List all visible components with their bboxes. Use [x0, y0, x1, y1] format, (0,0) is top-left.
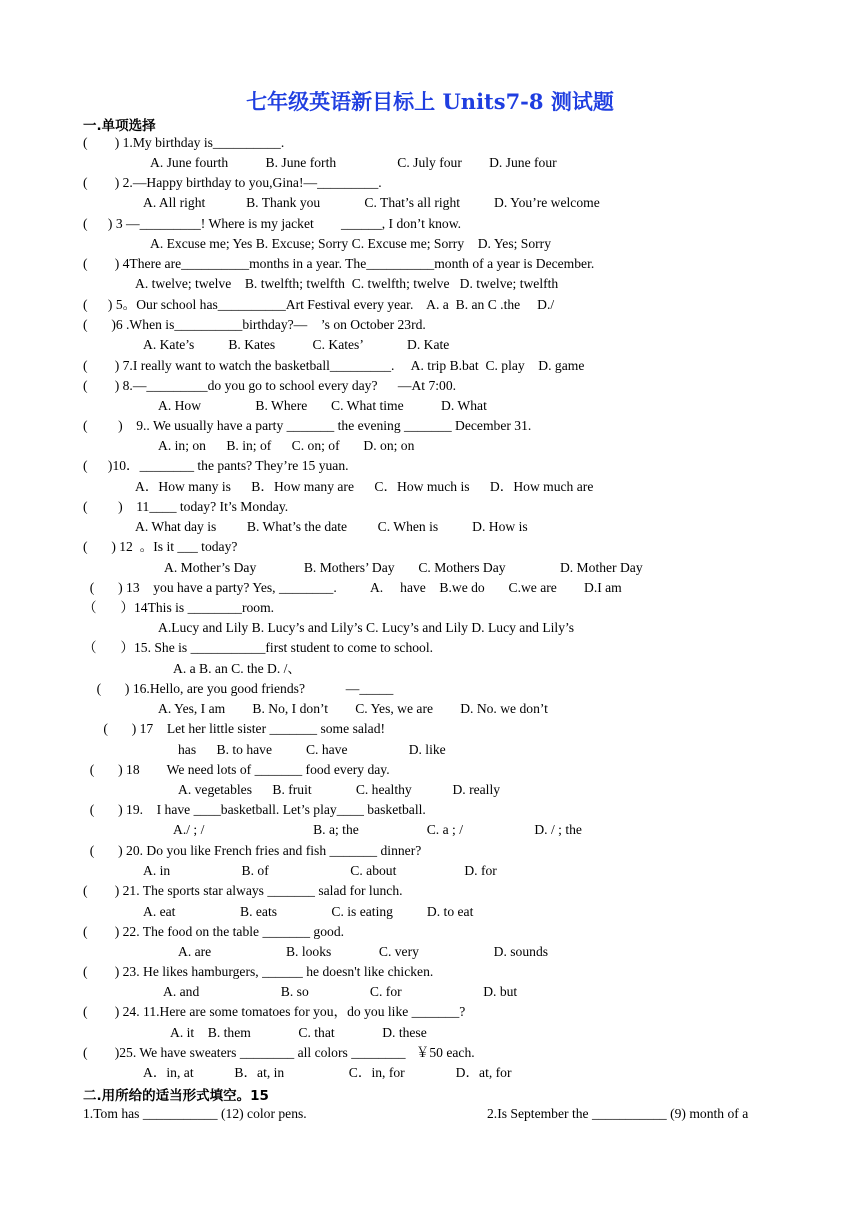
- fill-question: 2.Is September the ___________ (9) month of a: [487, 1106, 749, 1121]
- question-text: ( )25. We have sweaters ________ all colors ________ ￥50 each.: [83, 1045, 475, 1060]
- fill-question: 1.Tom has ___________ (12) color pens.: [83, 1106, 307, 1121]
- page-title: 七年级英语新目标上 Units7-8 测试题: [246, 89, 614, 114]
- answer-options: A.Lucy and Lily B. Lucy’s and Lily’s C. Lucy’s and Lily D. Lucy and Lily’s: [158, 620, 575, 635]
- answer-options: A. in B. of C. about D. for: [143, 863, 497, 878]
- answer-options: A．How many is B．How many are C．How much is D．How much are: [135, 479, 594, 494]
- answer-options: A. June fourth B. June forth C. July four D. June four: [150, 155, 557, 170]
- answer-options: A. and B. so C. for D. but: [163, 984, 518, 999]
- answer-options: A. in; on B. in; of C. on; of D. on; on: [158, 438, 415, 453]
- question-text: ( ) 19. I have ____basketball. Let’s play____ basketball.: [83, 802, 426, 817]
- question-text: ( ) 3 —_________! Where is my jacket ______, I don’t know.: [83, 216, 462, 231]
- answer-options: A. twelve; twelve B. twelfth; twelfth C. twelfth; twelve D. twelve; twelfth: [135, 276, 559, 291]
- question-text: ( ) 20. Do you like French fries and fish _______ dinner?: [83, 843, 422, 858]
- question-text: ( ) 8.—_________do you go to school every day? —At 7:00.: [83, 378, 457, 393]
- answer-options: A. How B. Where C. What time D. What: [158, 398, 487, 413]
- answer-options: has B. to have C. have D. like: [178, 742, 446, 757]
- question-text: ( ) 16.Hello, are you good friends? —_____: [83, 681, 394, 696]
- question-text: ( )6 .When is__________birthday?— ’s on October 23rd.: [83, 317, 426, 332]
- question-text: ( ) 12 。Is it ___ today?: [83, 539, 238, 554]
- answer-options: A. Excuse me; Yes B. Excuse; Sorry C. Excuse me; Sorry D. Yes; Sorry: [150, 236, 551, 251]
- question-text: ( ) 21. The sports star always _______ salad for lunch.: [83, 883, 403, 898]
- question-text: ( )10．________ the pants? They’re 15 yuan.: [83, 458, 349, 473]
- answer-options: A. What day is B. What’s the date C. When is D. How is: [135, 519, 528, 534]
- answer-options: A. eat B. eats C. is eating D. to eat: [143, 904, 474, 919]
- question-text: ( ) 1.My birthday is__________.: [83, 135, 285, 150]
- question-text: ( ) 5。Our school has__________Art Festival every year. A. a B. an C .the D./: [83, 297, 555, 312]
- answer-options: A. All right B. Thank you C. That’s all right D. You’re welcome: [143, 195, 600, 210]
- question-text: ( ) 18 We need lots of _______ food every day.: [83, 762, 390, 777]
- answer-options: A. vegetables B. fruit C. healthy D. really: [178, 782, 501, 797]
- answer-options: A. Yes, I am B. No, I don’t C. Yes, we are D. No. we don’t: [158, 701, 548, 716]
- answer-options: A./ ; / B. a; the C. a ; / D. / ; the: [173, 822, 582, 837]
- section-heading: 一.单项选择: [83, 118, 156, 134]
- answer-options: A. it B. them C. that D. these: [170, 1025, 427, 1040]
- question-text: ( ) 17 Let her little sister _______ some salad!: [83, 721, 386, 736]
- question-text: （ ）15. She is ___________first student to come to school.: [83, 640, 434, 655]
- answer-options: A. are B. looks C. very D. sounds: [178, 944, 549, 959]
- answer-options: A. Mother’s Day B. Mothers’ Day C. Mothers Day D. Mother Day: [164, 560, 643, 575]
- answer-options: A. a B. an C. the D. /、: [173, 661, 301, 676]
- question-text: ( ) 24. 11.Here are some tomatoes for you，do you like _______?: [83, 1004, 466, 1019]
- section-heading: 二.用所给的适当形式填空。15: [83, 1088, 269, 1104]
- question-text: ( ) 13 you have a party? Yes, ________. A. have B.we do C.we are D.I am: [83, 580, 622, 595]
- answer-options: A. Kate’s B. Kates C. Kates’ D. Kate: [143, 337, 450, 352]
- question-text: （ ）14This is ________room.: [83, 600, 275, 615]
- question-text: ( ) 22. The food on the table _______ good.: [83, 924, 345, 939]
- question-text: ( ) 11____ today? It’s Monday.: [83, 499, 289, 514]
- answer-options: A．in, at B．at, in C．in, for D．at, for: [143, 1065, 512, 1080]
- question-text: ( ) 9.. We usually have a party _______ the evening _______ December 31.: [83, 418, 532, 433]
- question-text: ( ) 2.—Happy birthday to you,Gina!—_________.: [83, 175, 382, 190]
- question-text: ( ) 23. He likes hamburgers, ______ he doesn't like chicken.: [83, 964, 434, 979]
- question-text: ( ) 4There are__________months in a year. The__________month of a year is December.: [83, 256, 595, 271]
- question-text: ( ) 7.I really want to watch the basketball_________. A. trip B.bat C. play D. game: [83, 358, 585, 373]
